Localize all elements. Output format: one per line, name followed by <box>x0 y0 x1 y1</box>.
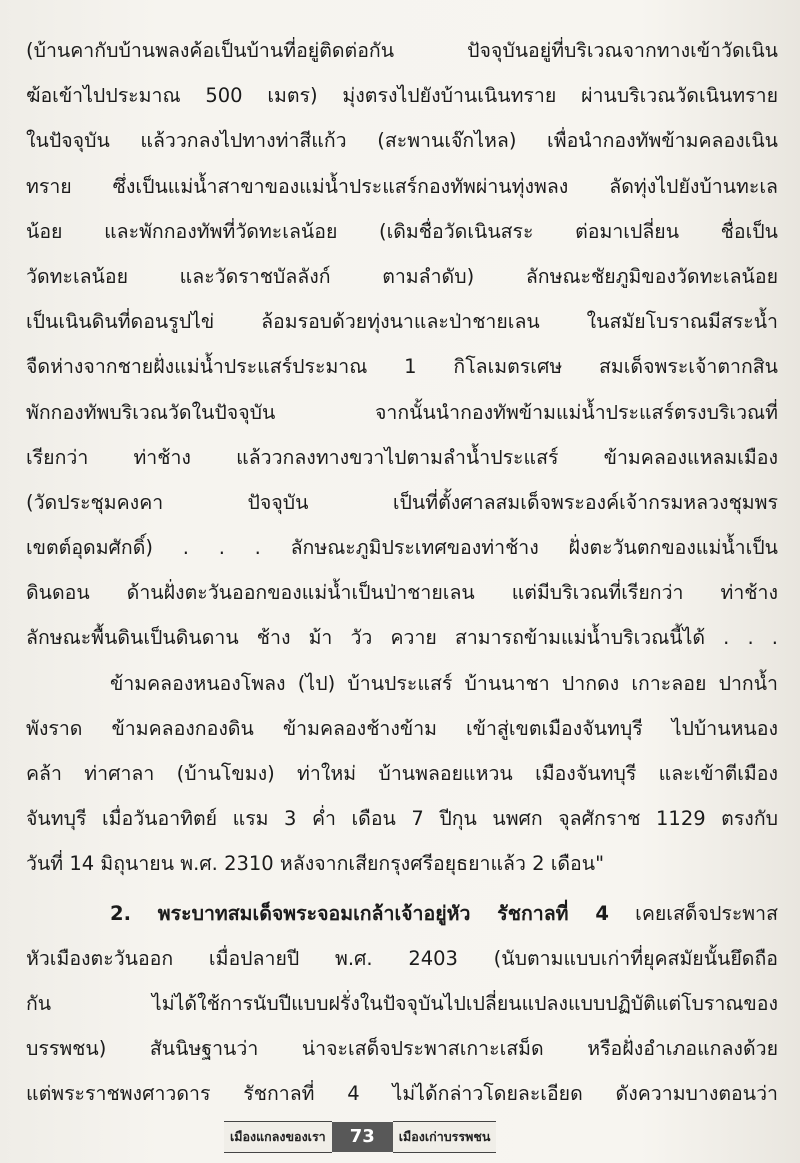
text-line: แต่พระราชพงศาวดาร รัชกาลที่ 4 ไม่ได้กล่าวโดยละเอียด ดังความบางตอนว่า <box>26 1082 778 1106</box>
text-line: น้อย และพักกองทัพที่วัดทะเลน้อย (เดิมชื่อวัดเนินสระ ต่อมาเปลี่ยน ชื่อเป็น <box>26 219 778 243</box>
text-line: พักกองทัพบริเวณวัดในปัจจุบัน จากนั้นนำกองทัพข้ามแม่น้ำประแสร์ตรงบริเวณที่ <box>26 400 778 424</box>
page-footer <box>224 1122 496 1152</box>
text-line: เรียกว่า ท่าช้าง แล้ววกลงทางขวาไปตามลำน้ำประแสร์ ข้ามคลองแหลมเมือง <box>26 445 778 469</box>
text-line: (บ้านคากับบ้านพลงค้อเป็นบ้านที่อยู่ติดต่อกัน ปัจจุบันอยู่ที่บริเวณจากทางเข้าวัดเนิน <box>26 39 778 62</box>
footer-book-title: เมืองแกลงของเรา <box>224 1121 332 1153</box>
footer-chapter-title: เมืองเก่าบรรพชน <box>393 1121 497 1153</box>
text-line: กัน ไม่ได้ใช้การนับปีแบบฝรั่งในปัจจุบันไปเปลี่ยนแปลงแบบปฏิบัติแต่โบราณของ <box>26 991 778 1015</box>
text-line: ข้ามคลองหนองโพลง (ไป) บ้านประแสร์ บ้านนาชา ปากดง เกาะลอย ปากน้ำ <box>110 671 778 695</box>
text-line: (วัดประชุมคงคา ปัจจุบัน เป็นที่ตั้งศาลสมเด็จพระองค์เจ้ากรมหลวงชุมพร <box>26 490 778 514</box>
section-2-first-line-rest: เคยเสด็จประพาส <box>608 901 778 925</box>
section-2-first-line <box>26 891 778 936</box>
body-text <box>26 28 778 1117</box>
text-line: พังราด ข้ามคลองกองดิน ข้ามคลองช้างข้าม เข้าสู่เขตเมืองจันทบุรี ไปบ้านหนอง <box>26 716 778 740</box>
section-2-heading: 2. พระบาทสมเด็จพระจอมเกล้าเจ้าอยู่หัว รัชกาลที่ 4 <box>110 901 609 925</box>
text-line: ทราย ซึ่งเป็นแม่น้ำสาขาของแม่น้ำประแสร์กองทัพผ่านทุ่งพลง ลัดทุ่งไปยังบ้านทะเล <box>26 174 778 198</box>
text-line: ฆ้อเข้าไปประมาณ 500 เมตร) มุ่งตรงไปยังบ้านเนินทราย ผ่านบริเวณวัดเนินทราย <box>26 84 778 108</box>
text-line: หัวเมืองตะวันออก เมื่อปลายปี พ.ศ. 2403 (นับตามแบบเก่าที่ยุคสมัยนั้นยึดถือ <box>26 946 778 970</box>
text-line: ในปัจจุบัน แล้ววกลงไปทางท่าสีแก้ว (สะพานเจ๊กไหล) เพื่อนำกองทัพข้ามคลองเนิน <box>26 129 778 153</box>
text-line: จืดห่างจากชายฝั่งแม่น้ำประแสร์ประมาณ 1 กิโลเมตรเศษ สมเด็จพระเจ้าตากสิน <box>26 355 778 379</box>
page-number: 73 <box>332 1122 393 1152</box>
text-line: จันทบุรี เมื่อวันอาทิตย์ แรม 3 ค่ำ เดือน 7 ปีกุน นพศก จุลศักราช 1129 ตรงกับ <box>26 807 778 831</box>
text-line: เขตต์อุดมศักดิ์) . . . ลักษณะภูมิประเทศของท่าช้าง ฝั่งตะวันตกของแม่น้ำเป็น <box>26 536 778 560</box>
text-line: เป็นเนินดินที่ดอนรูปไข่ ล้อมรอบด้วยทุ่งนาและป่าชายเลน ในสมัยโบราณมีสระน้ำ <box>26 310 778 334</box>
text-line: วันที่ 14 มิถุนายน พ.ศ. 2310 หลังจากเสียกรุงศรีอยุธยาแล้ว 2 เดือน" <box>26 852 605 876</box>
text-line: บรรพชน) สันนิษฐานว่า น่าจะเสด็จประพาสเกาะเสม็ด หรือฝั่งอำเภอแกลงด้วย <box>26 1037 778 1061</box>
text-line: ลักษณะพื้นดินเป็นดินดาน ช้าง ม้า วัว ควาย สามารถข้ามแม่น้ำบริเวณนี้ได้ . . . <box>26 626 778 650</box>
text-line: ดินดอน ด้านฝั่งตะวันออกของแม่น้ำเป็นป่าชายเลน แต่มีบริเวณที่เรียกว่า ท่าช้าง <box>26 581 778 605</box>
text-line: วัดทะเลน้อย และวัดราชบัลลังก์ ตามลำดับ) ลักษณะชัยภูมิของวัดทะเลน้อย <box>26 264 778 288</box>
text-line: คล้า ท่าศาลา (บ้านโขมง) ท่าใหม่ บ้านพลอยแหวน เมืองจันทบุรี และเข้าตีเมือง <box>26 762 778 785</box>
